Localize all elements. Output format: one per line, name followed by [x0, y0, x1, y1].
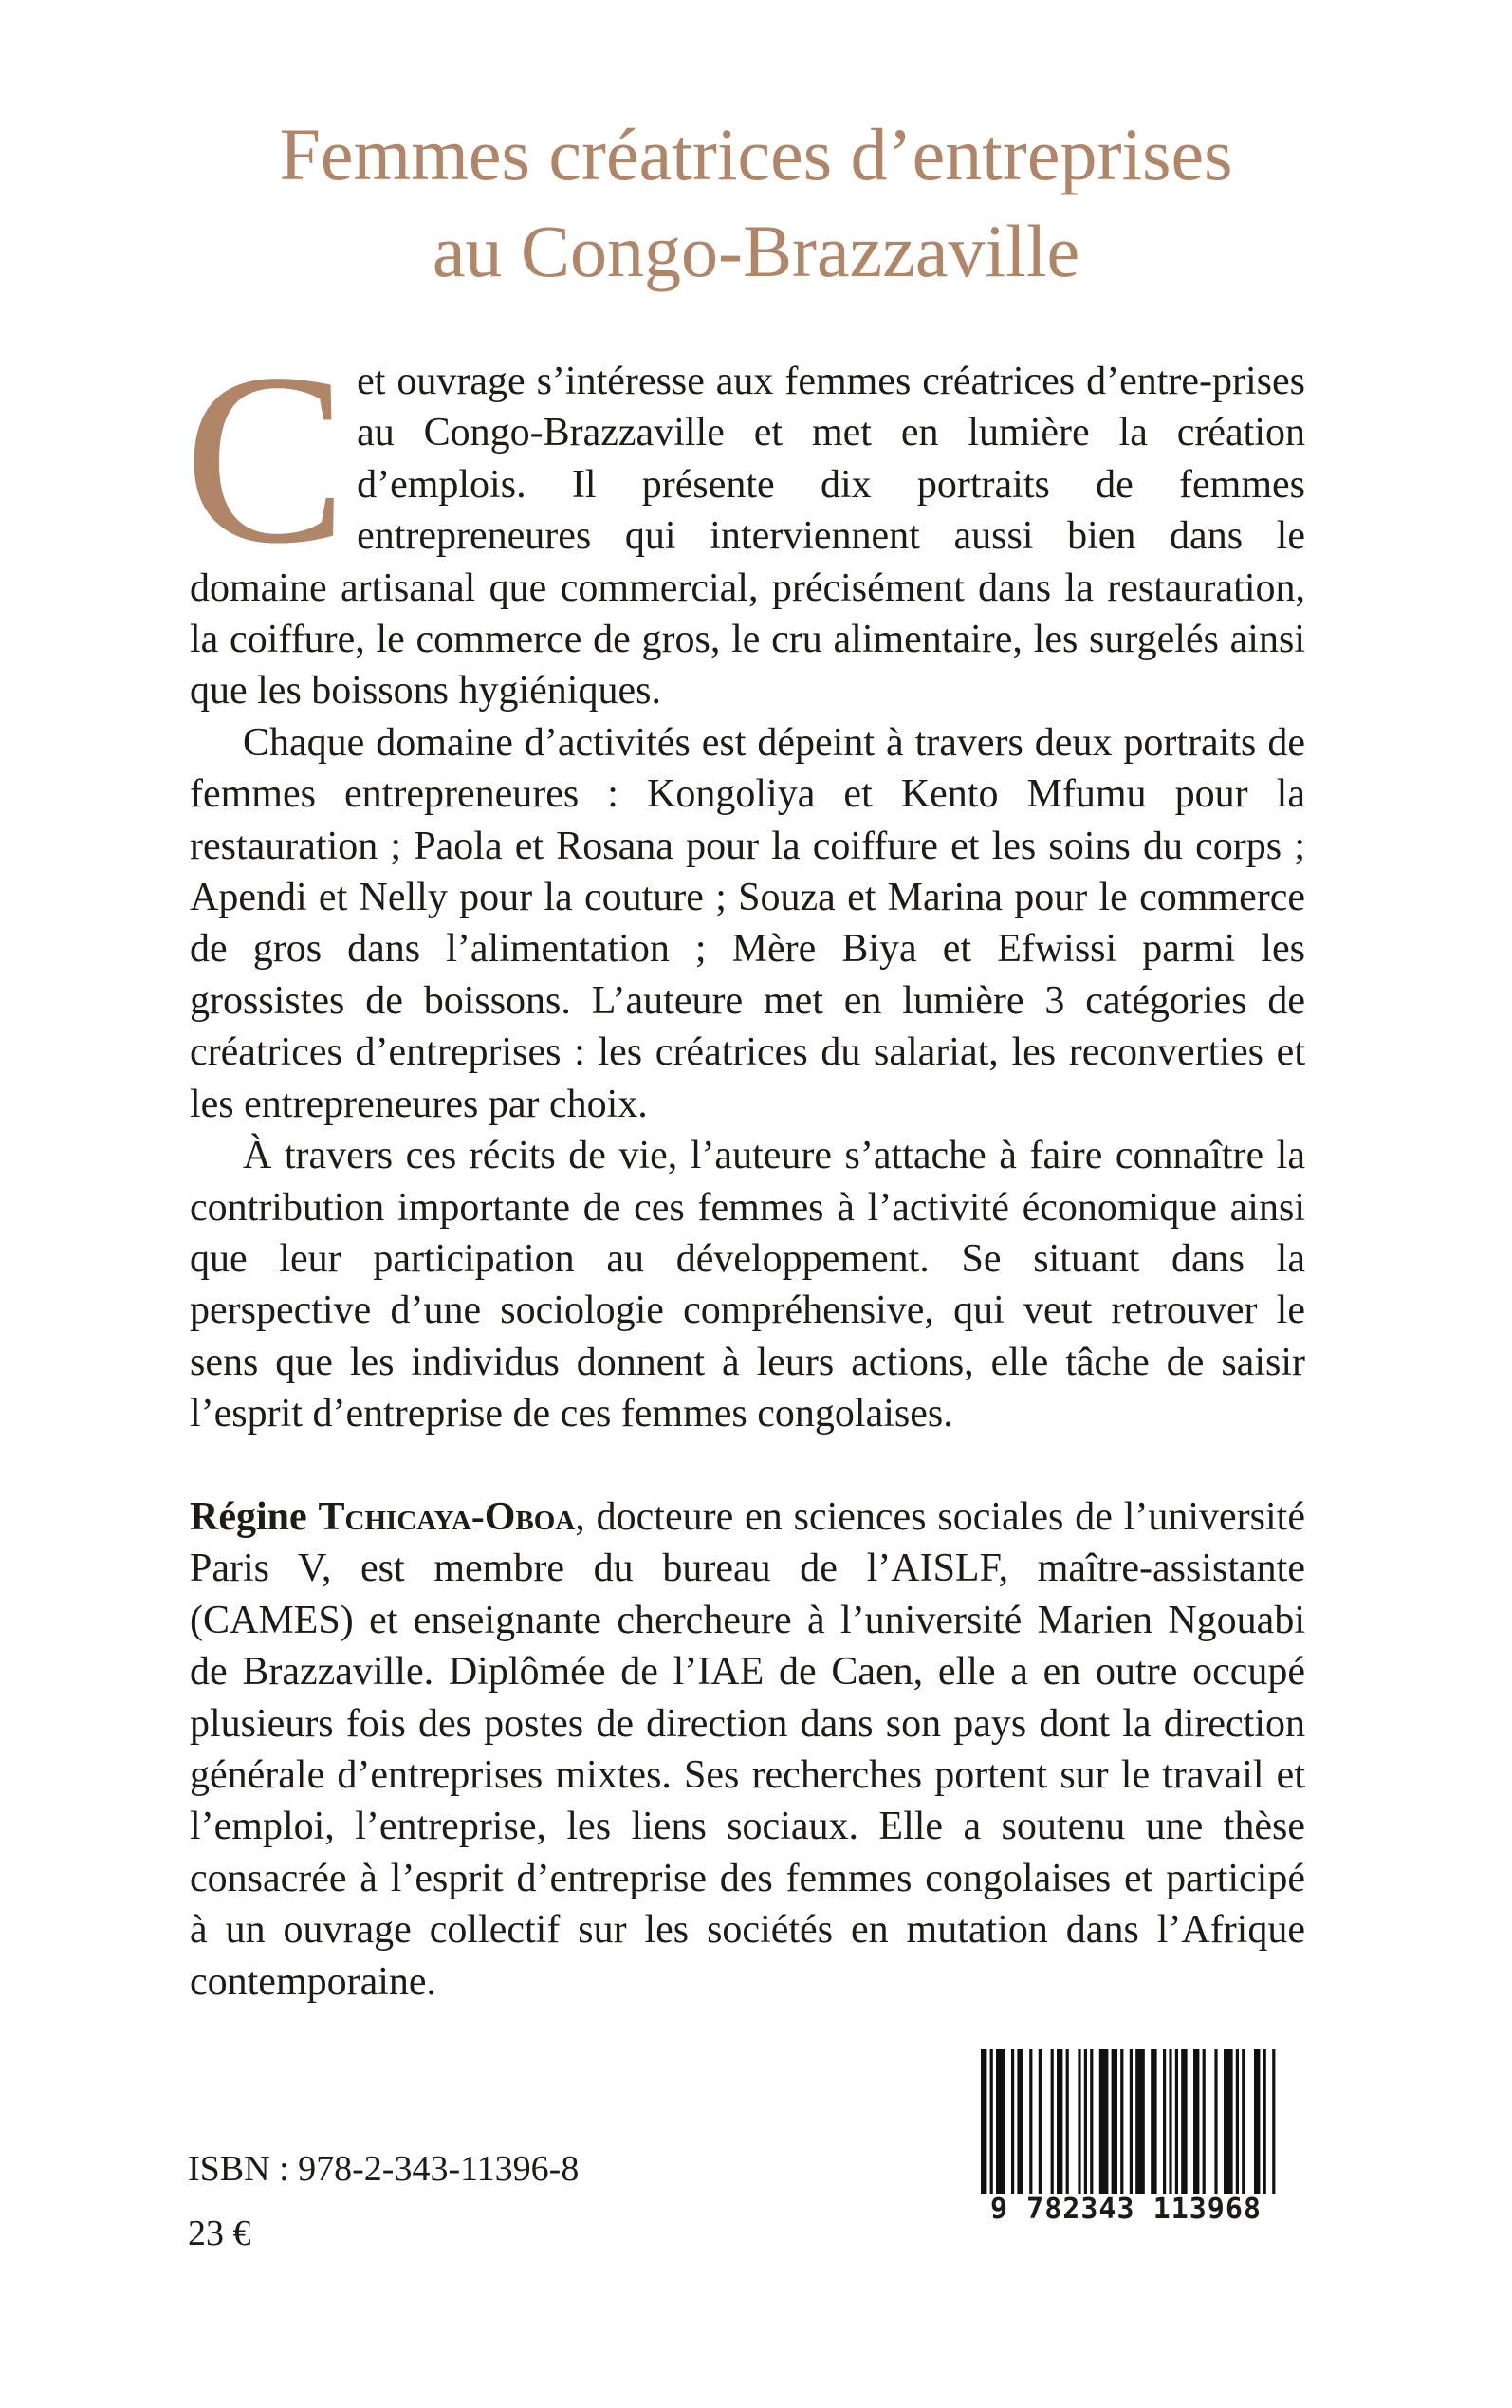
barcode-bar — [1120, 2049, 1123, 2194]
barcode-bar — [1017, 2049, 1023, 2194]
barcode-bar — [1135, 2049, 1145, 2194]
barcode-bar — [1181, 2049, 1187, 2194]
barcode-bar — [1090, 2049, 1093, 2194]
barcode-bar — [1078, 2049, 1080, 2194]
barcode-bar — [1066, 2049, 1069, 2194]
barcode-bar — [1263, 2049, 1266, 2194]
barcode-bar — [1057, 2049, 1062, 2194]
title-line-2: au Congo-Brazzaville — [432, 210, 1080, 292]
barcode-bar — [1163, 2049, 1166, 2194]
barcode-bar — [1224, 2049, 1233, 2194]
author-bio-paragraph — [190, 1491, 1305, 2008]
title-line-1: Femmes créatrices d’entreprises — [279, 113, 1233, 195]
author-last-name: Tchicaya-Oboa — [318, 1495, 576, 1539]
barcode-bar — [1203, 2049, 1206, 2194]
barcode-bar — [1236, 2049, 1239, 2194]
author-bio-text: , docteure en sciences sociales de l’université Paris V, est membre du bureau de l’AISLF, maître-assistante (CAMES) et enseignante chercheure à l’université Marien Ngouabi de Brazzaville. Diplômée de l’IAE de Caen, elle a en outre occupé plusieurs fois des postes de direction dans son pays dont la direction générale d’entreprises mixtes. Ses recherches portent sur le travail et l’emploi, l’entreprise, les liens sociaux. Elle a soutenu une thèse consacrée à l’esprit d’entreprise des femmes congolaises et participé à un ouvrage collectif sur les sociétés en mutation dans l’Afrique contemporaine. — [190, 1495, 1305, 2004]
barcode-bar — [1051, 2049, 1054, 2194]
barcode-bar — [996, 2049, 1005, 2194]
author-bio — [190, 1491, 1305, 2008]
barcode-bar — [981, 2049, 986, 2194]
barcode-bar — [1272, 2049, 1275, 2194]
book-title — [0, 106, 1512, 300]
barcode-bar — [1193, 2049, 1199, 2194]
barcode-bar — [1029, 2049, 1032, 2194]
price: 23 € — [188, 2214, 251, 2253]
barcode-bar — [990, 2049, 993, 2194]
barcode-bar — [1169, 2049, 1171, 2194]
barcode-bar — [1084, 2049, 1087, 2194]
barcode-bar — [1175, 2049, 1178, 2194]
blurb — [184, 323, 1305, 1440]
barcode — [958, 2049, 1294, 2228]
barcode-bars — [977, 2049, 1281, 2194]
barcode-digits: 9 782343 113968 — [990, 2193, 1262, 2226]
blurb-paragraph-3: À travers ces récits de vie, l’auteure s’attache à faire connaître la contribution importante de ces femmes à l’activité économique ainsi que leur participation au développement. Se situant dans la perspective d’une sociologie compréhensive, qui veut retrouver le sens que les individus donnent à leurs actions, elle tâche de saisir l’esprit d’entreprise de ces femmes congolaises. — [190, 1134, 1305, 1436]
isbn: ISBN : 978-2-343-11396-8 — [188, 2149, 580, 2189]
blurb-paragraph-1-text: et ouvrage s’intéresse aux femmes créatrices d’entre-prises au Congo-Brazzaville et met en lumière la création d’emplois. Il présente dix portraits de femmes entrepreneures qui interviennent aussi bien dans le domaine artisanal que commercial, précisément dans la restauration, la coiffure, le commerce de gros, le cru alimentaire, les surgelés ainsi que les boissons hygiéniques. — [190, 360, 1305, 713]
barcode-bar — [1214, 2049, 1217, 2194]
drop-cap: C — [184, 323, 348, 594]
barcode-bar — [1039, 2049, 1042, 2194]
author-name — [190, 1495, 575, 1539]
barcode-bar — [1130, 2049, 1133, 2194]
barcode-bar — [1099, 2049, 1109, 2194]
blurb-paragraph-2: Chaque domaine d’activités est dépeint à travers deux portraits de femmes entrepreneures : Kongoliya et Kento Mfumu pour la restauration ; Paola et Rosana pour la coiffure et les soins du corps ; Apendi et Nelly pour la couture ; Souza et Marina pour le commerce de gros dans l’alimentation ; Mère Biya et Efwissi parmi les grossistes de boissons. L’auteure met en lumière 3 catégories de créatrices d’entreprises : les créatrices du salariat, les reconverties et les entrepreneures par choix. — [190, 720, 1305, 1126]
author-first-name: Régine — [190, 1495, 307, 1539]
barcode-bar — [1254, 2049, 1260, 2194]
barcode-bar — [1011, 2049, 1014, 2194]
barcode-bar — [1242, 2049, 1245, 2194]
barcode-bar — [1112, 2049, 1117, 2194]
barcode-bar — [1151, 2049, 1156, 2194]
blurb-paragraph-1 — [184, 323, 1305, 717]
